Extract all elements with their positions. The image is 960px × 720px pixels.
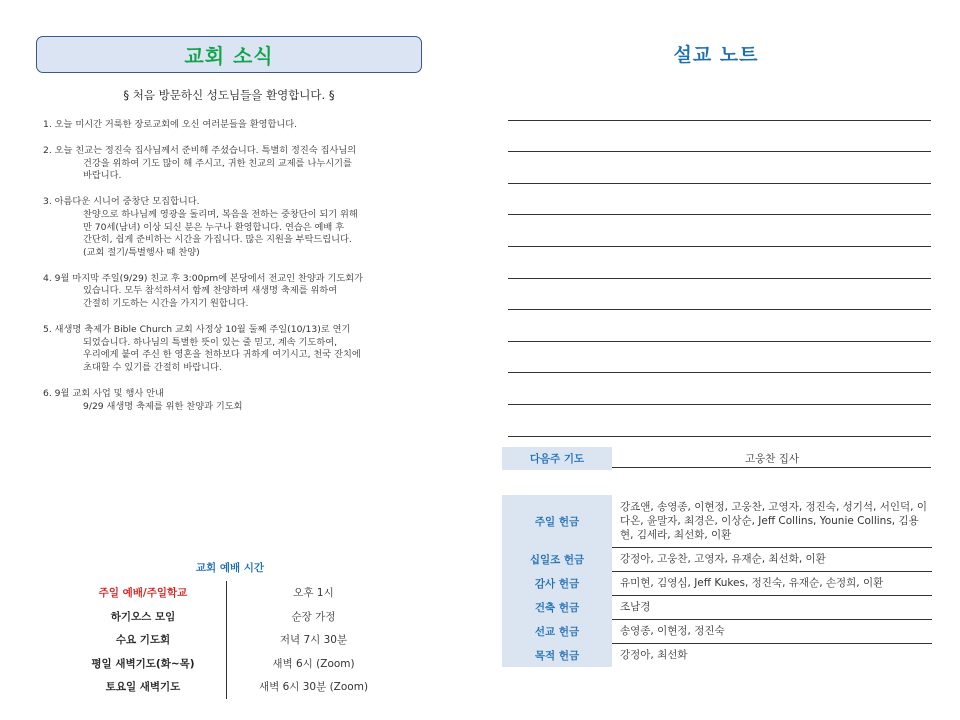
church-news-section: [36, 36, 422, 427]
news-item-continuation: 9/29 새생명 축제를 위한 찬양과 기도회: [83, 400, 243, 412]
news-item-continuation: 바랍니다.: [83, 170, 122, 182]
schedule-service-name: 수요 기도회: [60, 628, 227, 652]
offering-names: 송영종, 이현정, 정진숙: [612, 619, 932, 643]
worship-schedule: [60, 560, 400, 699]
schedule-service-name: 주일 예배/주일학교: [60, 581, 227, 605]
schedule-service-time: 새벽 6시 30분 (Zoom): [258, 681, 369, 694]
offering-row: [502, 643, 932, 667]
schedule-service-time: 오후 1시: [293, 587, 334, 600]
note-line: [508, 121, 931, 153]
next-prayer-label: 다음주 기도: [502, 447, 612, 470]
news-item: [43, 388, 422, 413]
schedule-title: 교회 예배 시간: [195, 562, 265, 574]
news-item-continuation: 우리에게 붙여 주신 한 영혼을 천하보다 귀하게 여기시고, 천국 잔치에: [83, 349, 361, 361]
news-list: [43, 119, 422, 413]
schedule-row: [60, 581, 400, 605]
offering-names: 강정아, 최선화: [620, 649, 688, 662]
schedule-service-name: 하기오스 모임: [60, 605, 227, 629]
news-item-continuation: 찬양으로 하나님께 영광을 돌리며, 복음을 전하는 중창단이 되기 위해: [83, 208, 358, 220]
schedule-service-name: 평일 새벽기도(화~목): [60, 652, 227, 676]
schedule-table: [60, 581, 400, 699]
schedule-row: [60, 605, 400, 629]
news-item-text: 1. 오늘 미시간 거룩한 장로교회에 오신 여러분들을 환영합니다.: [43, 119, 298, 130]
offering-row: [502, 571, 932, 595]
news-item: [43, 145, 422, 183]
note-line: [508, 342, 931, 374]
news-item: [43, 273, 422, 311]
schedule-row: [60, 652, 400, 676]
next-prayer-value: 고웅찬 집사: [744, 453, 800, 465]
offering-label: 목적 헌금: [502, 643, 612, 667]
schedule-service-time: 새벽 6시 (Zoom): [272, 657, 355, 670]
news-item-continuation: 초대할 수 있기를 간절히 바랍니다.: [83, 361, 222, 373]
note-line: [508, 247, 931, 279]
note-line: [508, 215, 931, 247]
offering-row: [502, 619, 932, 643]
schedule-service-time: 저녁 7시 30분: [279, 634, 348, 647]
offering-names: 강정아, 고웅찬, 고영자, 유재순, 최선화, 이환: [612, 547, 932, 571]
sermon-notes-section: [500, 36, 932, 468]
note-line: [508, 405, 931, 437]
offering-row: [502, 547, 932, 571]
note-line: [508, 89, 931, 121]
church-news-title: 교회 소식: [184, 44, 274, 68]
note-line: [508, 310, 931, 342]
news-item-text: 3. 아름다운 시니어 중창단 모집합니다.: [43, 196, 200, 208]
offering-label: 감사 헌금: [502, 571, 612, 595]
news-item: [43, 119, 422, 132]
news-item: [43, 324, 422, 374]
news-item-text: 5. 새생명 축제가 Bible Church 교회 사정상 10월 둘째 주일(10/13)로 연기: [43, 324, 351, 336]
news-item-continuation: (교회 절기/특별행사 때 찬양): [83, 246, 200, 258]
offering-row: [502, 495, 932, 547]
offering-label: 주일 헌금: [502, 495, 612, 547]
note-line: [508, 373, 931, 405]
note-line: [508, 152, 931, 184]
schedule-service-time: 순장 가정: [291, 610, 336, 623]
offering-label: 건축 헌금: [502, 595, 612, 619]
news-item-continuation: 만 70세(남녀) 이상 되신 분은 누구나 환영합니다. 연습은 예배 후: [83, 221, 345, 233]
news-item: [43, 196, 422, 259]
news-item-text: 2. 오늘 친교는 정진숙 집사님께서 준비해 주셨습니다. 특별히 정진숙 집사님의: [43, 145, 357, 157]
note-lines: [508, 89, 931, 468]
schedule-row: [60, 628, 400, 652]
news-item-continuation: 간절히 기도하는 시간을 가지기 원합니다.: [83, 298, 249, 310]
note-line: [508, 184, 931, 216]
offering-names: 유미현, 김영심, Jeff Kukes, 정진숙, 유재순, 손정희, 이환: [612, 571, 932, 595]
schedule-row: [60, 675, 400, 699]
news-item-text: 4. 9월 마지막 주일(9/29) 친교 후 3:00pm에 본당에서 전교인 찬양과 기도회가: [43, 272, 364, 284]
offering-row: [502, 595, 932, 619]
offering-names: 조남경: [612, 595, 932, 619]
offerings-table: [502, 495, 932, 667]
church-news-banner: [36, 36, 422, 73]
offering-names: 강죠앤, 송영종, 이현정, 고웅찬, 고영자, 정진숙, 성기석, 서인덕, 이다온, 윤말자, 최경은, 이상순, Jeff Collins, Younie Collins, 김용현, 김세라, 최선화, 이환: [612, 495, 932, 547]
schedule-service-name: 토요일 새벽기도: [60, 675, 227, 699]
note-line: [508, 279, 931, 311]
offering-label: 선교 헌금: [502, 619, 612, 643]
next-prayer-row: [502, 447, 932, 470]
news-item-continuation: 건강을 위하여 기도 많이 해 주시고, 귀한 친교의 교제를 나누시기를: [83, 157, 352, 169]
news-item-continuation: 간단히, 쉽게 준비하는 시간을 가집니다. 많은 지원을 부탁드립니다.: [83, 234, 352, 246]
news-item-continuation: 있습니다. 모두 참석하셔서 함께 찬양하며 새생명 축제를 위하여: [83, 285, 338, 297]
sermon-notes-title: 설교 노트: [673, 44, 759, 66]
news-item-text: 6. 9월 교회 사업 및 행사 안내: [43, 388, 164, 399]
news-item-continuation: 되었습니다. 하나님의 특별한 뜻이 있는 줄 믿고, 계속 기도하여,: [83, 336, 338, 348]
welcome-message: § 처음 방문하신 성도님들을 환영합니다. §: [123, 88, 335, 102]
offering-label: 십일조 헌금: [502, 547, 612, 571]
